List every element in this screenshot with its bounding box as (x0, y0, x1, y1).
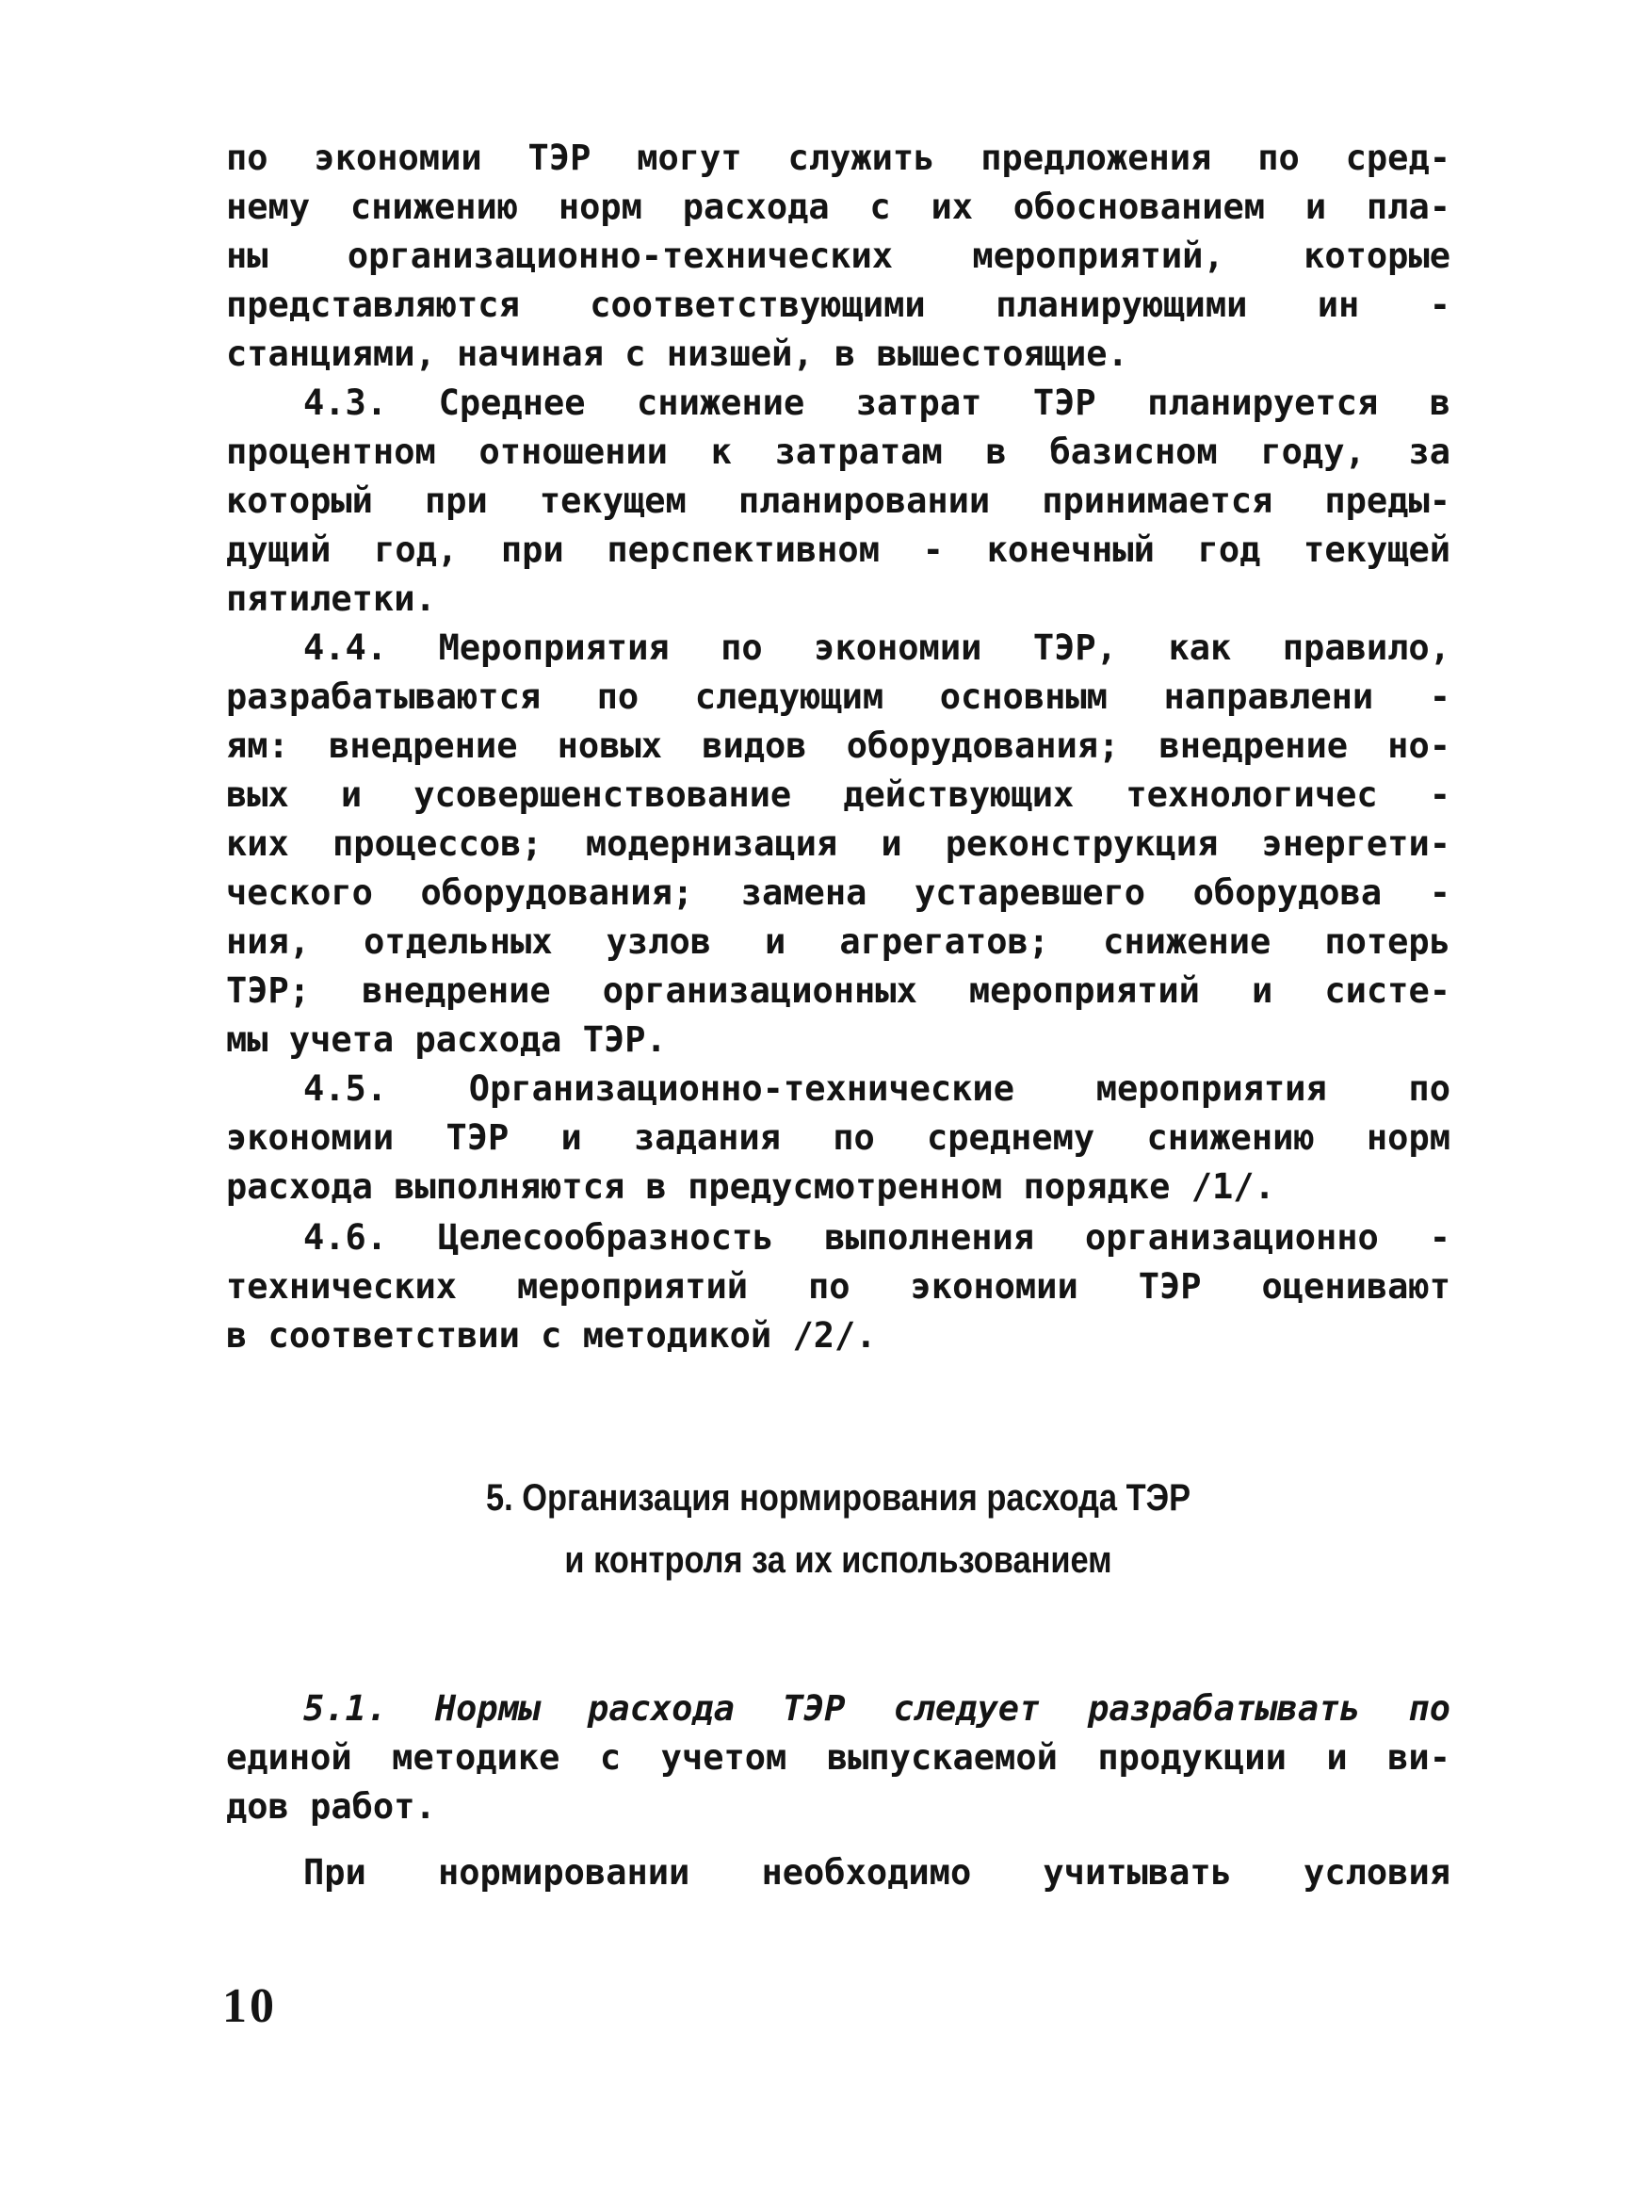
text-line: который при текущем планировании принимается преды- (226, 480, 1450, 521)
text-line: дов работ. (226, 1786, 436, 1827)
paragraph-4-4-first-line: 4.4. Мероприятия по экономии ТЭР, как правило, (303, 627, 1450, 668)
section-heading-line-2: и контроля за их использованием (564, 1539, 1112, 1581)
text-line: ких процессов; модернизация и реконструкция энергети- (226, 823, 1450, 864)
text-line: нему снижению норм расхода с их обоснованием и пла- (226, 187, 1450, 227)
text-line: расхода выполняются в предусмотренном порядке /1/. (226, 1166, 1275, 1207)
text-line: в соответствии с методикой /2/. (226, 1315, 877, 1356)
text-line: вых и усовершенствование действующих технологичес - (226, 774, 1450, 815)
text-line: ческого оборудования; замена устаревшего оборудова - (226, 872, 1450, 913)
text-line: разрабатываются по следующим основным направлени - (226, 676, 1450, 717)
paragraph-5-1-first-line: 5.1. Нормы расхода ТЭР следует разрабатывать по (303, 1688, 1450, 1729)
text-line: представляются соответствующими планирующими ин - (226, 285, 1450, 325)
text-line: дущий год, при перспективном - конечный год текущей (226, 529, 1450, 570)
text-line: пятилетки. (226, 578, 436, 619)
text-line: технических мероприятий по экономии ТЭР оценивают (226, 1266, 1450, 1307)
text-line: мы учета расхода ТЭР. (226, 1019, 667, 1060)
paragraph-4-3-first-line: 4.3. Среднее снижение затрат ТЭР планируется в (303, 382, 1450, 423)
paragraph-4-6-first-line: 4.6. Целесообразность выполнения организационно - (303, 1217, 1450, 1258)
text-line: ния, отдельных узлов и агрегатов; снижение потерь (226, 921, 1450, 962)
text-line: ны организационно-технических мероприятий, которые (226, 236, 1450, 276)
paragraph-5-1-continuation-line: При нормировании необходимо учитывать условия (303, 1852, 1450, 1893)
text-line: экономии ТЭР и задания по среднему снижению норм (226, 1117, 1450, 1158)
text-line: ТЭР; внедрение организационных мероприятий и систе- (226, 970, 1450, 1011)
paragraph-4-5-first-line: 4.5. Организационно-технические мероприятия по (303, 1068, 1450, 1109)
text-line: ям: внедрение новых видов оборудования; внедрение но- (226, 725, 1450, 766)
text-line: процентном отношении к затратам в базисном году, за (226, 431, 1450, 472)
text-line: единой методике с учетом выпускаемой продукции и ви- (226, 1737, 1450, 1778)
text-line: по экономии ТЭР могут служить предложения по сред- (226, 138, 1450, 178)
section-heading-line-1: 5. Организация нормирования расхода ТЭР (485, 1477, 1191, 1519)
text-line: станциями, начиная с низшей, в вышестоящие. (226, 333, 1128, 374)
page-number: 10 (222, 1979, 277, 2033)
